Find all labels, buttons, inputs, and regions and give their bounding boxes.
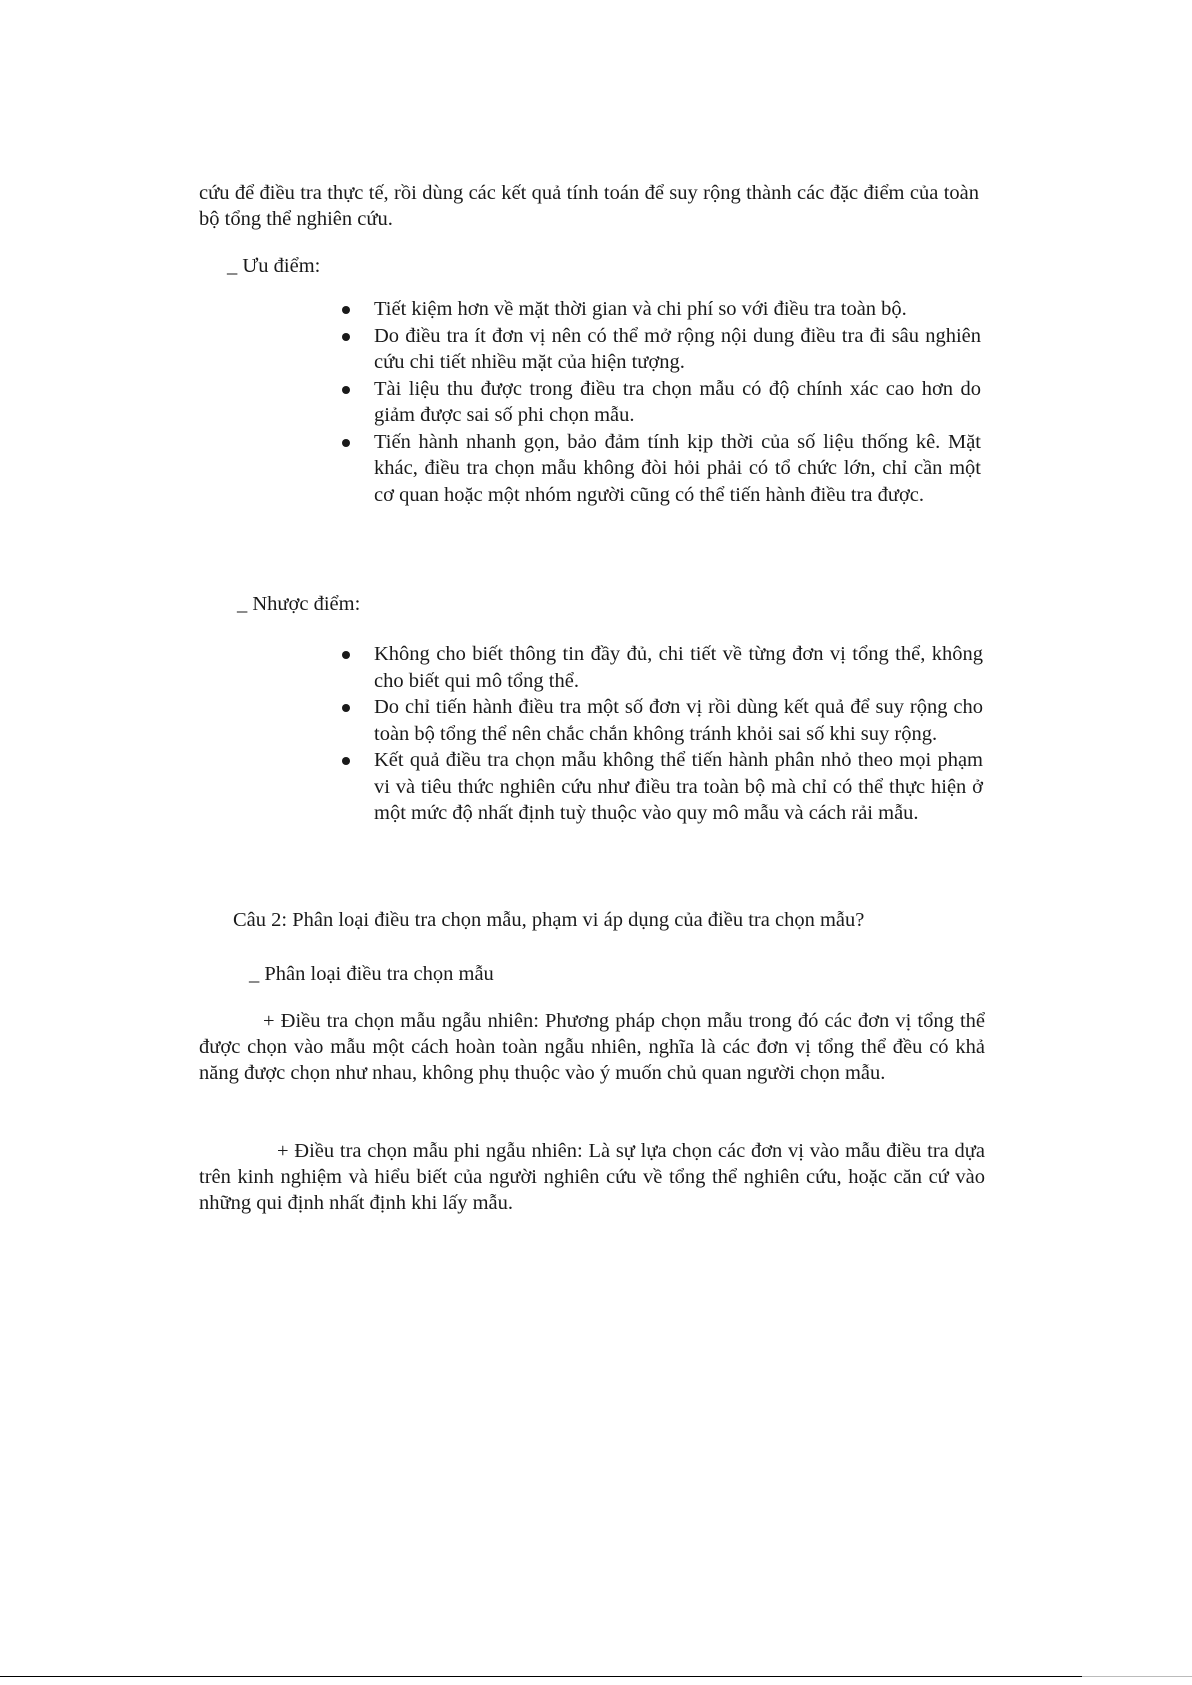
disadvantages-list xyxy=(339,641,983,827)
page-bottom-divider-tail xyxy=(1082,1676,1192,1677)
bullet-icon xyxy=(342,757,350,765)
disadvantages-heading: _ Nhược điểm: xyxy=(237,593,361,615)
advantage-text: Tài liệu thu được trong điều tra chọn mẫu có độ chính xác cao hơn do giảm được sai số phi chọn mẫu. xyxy=(374,377,981,426)
disadvantage-text: Kết quả điều tra chọn mẫu không thể tiến hành phân nhỏ theo mọi phạm vi và tiêu thức nghiên cứu như điều tra toàn bộ mà chỉ có thể thực hiện ở một mức độ nhất định tuỳ thuộc vào quy mô mẫu và cách rải mẫu. xyxy=(374,749,983,824)
list-item xyxy=(339,296,981,323)
bullet-icon xyxy=(342,333,350,341)
list-item xyxy=(339,429,981,509)
bullet-icon xyxy=(342,704,350,712)
advantages-heading: _ Ưu điểm: xyxy=(227,255,321,277)
question-2-heading: Câu 2: Phân loại điều tra chọn mẫu, phạm vi áp dụng của điều tra chọn mẫu? xyxy=(233,909,865,931)
advantage-text: Tiến hành nhanh gọn, bảo đảm tính kịp thời của số liệu thống kê. Mặt khác, điều tra chọn mẫu không đòi hỏi phải có tổ chức lớn, chỉ cần một cơ quan hoặc một nhóm người cũng có thể tiến hành điều tra được. xyxy=(374,430,981,506)
page-bottom-divider xyxy=(0,1676,1082,1677)
nonrandom-sampling-paragraph: + Điều tra chọn mẫu phi ngẫu nhiên: Là sự lựa chọn các đơn vị vào mẫu điều tra dựa trên kinh nghiệm và hiểu biết của người nghiên cứu về tổng thể nghiên cứu, hoặc căn cứ vào những qui định nhất định khi lấy mẫu. xyxy=(199,1140,985,1214)
list-item xyxy=(339,641,983,694)
disadvantage-text: Không cho biết thông tin đầy đủ, chi tiết về từng đơn vị tổng thể, không cho biết qui mô tổng thể. xyxy=(374,643,983,692)
list-item xyxy=(339,694,983,747)
intro-paragraph: cứu để điều tra thực tế, rồi dùng các kết quả tính toán để suy rộng thành các đặc điểm của toàn bộ tổng thể nghiên cứu. xyxy=(199,182,979,230)
random-sampling-paragraph: + Điều tra chọn mẫu ngẫu nhiên: Phương pháp chọn mẫu trong đó các đơn vị tổng thể được chọn vào mẫu một cách hoàn toàn ngẫu nhiên, nghĩa là các đơn vị tổng thể đều có khả năng được chọn như nhau, không phụ thuộc vào ý muốn chủ quan người chọn mẫu. xyxy=(199,1010,985,1084)
bullet-icon xyxy=(342,306,350,314)
advantage-text: Tiết kiệm hơn về mặt thời gian và chi phí so với điều tra toàn bộ. xyxy=(374,298,907,320)
bullet-icon xyxy=(342,439,350,447)
list-item xyxy=(339,747,983,827)
classification-heading: _ Phân loại điều tra chọn mẫu xyxy=(249,963,494,985)
advantage-text: Do điều tra ít đơn vị nên có thể mở rộng nội dung điều tra đi sâu nghiên cứu chi tiết nhiều mặt của hiện tượng. xyxy=(374,324,981,373)
disadvantage-text: Do chỉ tiến hành điều tra một số đơn vị rồi dùng kết quả để suy rộng cho toàn bộ tổng thể nên chắc chắn không tránh khỏi sai số khi suy rộng. xyxy=(374,696,983,745)
list-item xyxy=(339,323,981,376)
list-item xyxy=(339,376,981,429)
advantages-list xyxy=(339,296,981,508)
bullet-icon xyxy=(342,386,350,394)
bullet-icon xyxy=(342,651,350,659)
